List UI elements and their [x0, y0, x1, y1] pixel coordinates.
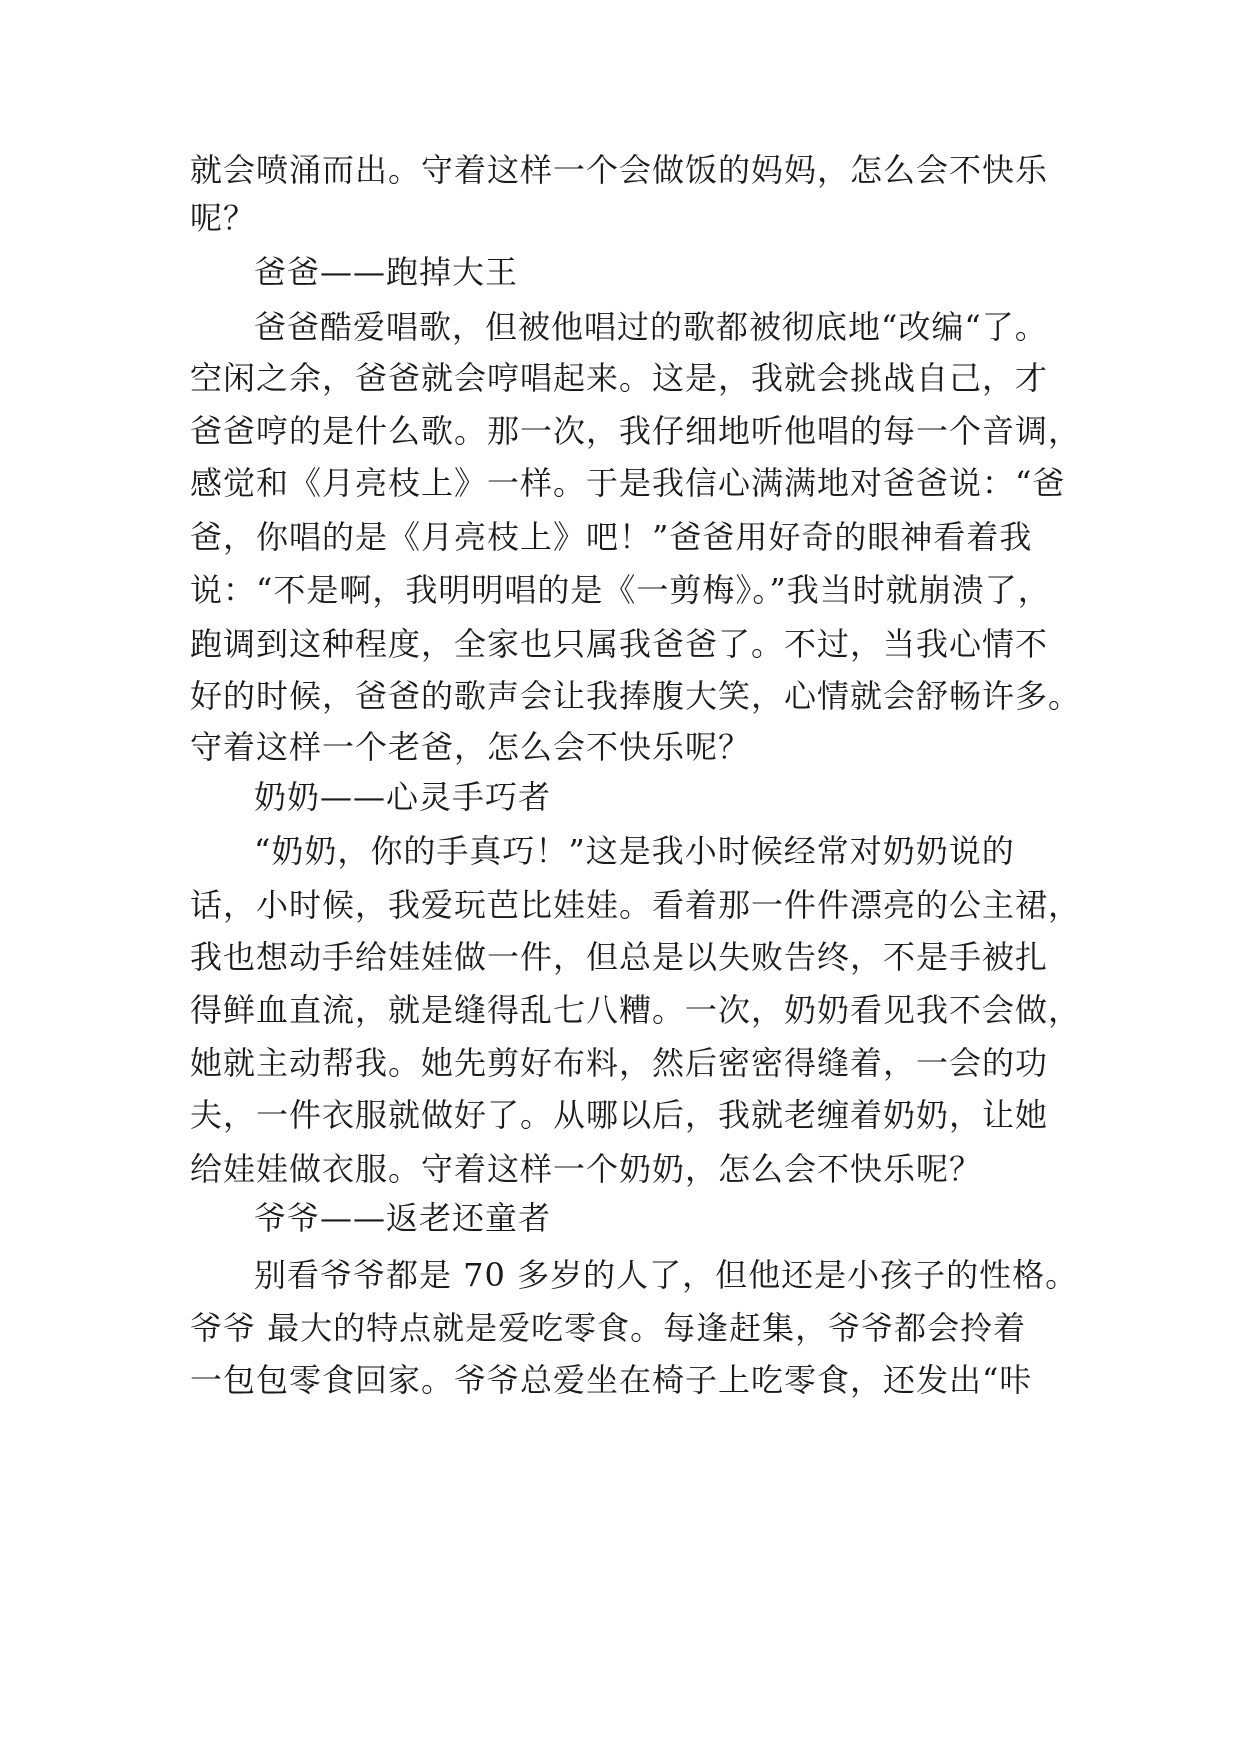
text-line: 就会喷涌而出。守着这样一个会做饭的妈妈，怎么会不快乐 [190, 151, 1049, 189]
text-line: 跑调到这种程度，全家也只属我爸爸了。不过，当我心情不 [190, 625, 1049, 663]
text-line: 话，小时候，我爱玩芭比娃娃。看着那一件件漂亮的公主裙， [190, 886, 1082, 924]
section-heading-grandfather: 爷爷——返老还童者 [254, 1199, 552, 1237]
text-line: 感觉和《月亮枝上》一样。于是我信心满满地对爸爸说：“爸 [190, 464, 1066, 502]
text-line: 给娃娃做衣服。守着这样一个奶奶，怎么会不快乐呢？ [190, 1150, 983, 1188]
text-line: 空闲之余，爸爸就会哼唱起来。这是，我就会挑战自己，才 [190, 359, 1049, 397]
text-line: 呢？ [190, 199, 257, 237]
text-line: 说：“不是啊，我明明唱的是《一剪梅》。”我当时就崩溃了， [190, 571, 1051, 609]
text-line: 一包包零食回家。爷爷总爱坐在椅子上吃零食，还发出“咔 [190, 1361, 1033, 1399]
section-heading-father: 爸爸——跑掉大王 [254, 253, 519, 291]
text-line: 好的时候，爸爸的歌声会让我捧腹大笑，心情就会舒畅许多。 [190, 677, 1082, 715]
text-line: “奶奶，你的手真巧！”这是我小时候经常对奶奶说的 [254, 832, 1015, 870]
text-line: 爸，你唱的是《月亮枝上》吧！”爸爸用好奇的眼神看着我 [190, 518, 1033, 556]
text-line: 我也想动手给娃娃做一件，但总是以失败告终，不是手被扎 [190, 938, 1049, 976]
section-heading-grandmother: 奶奶——心灵手巧者 [254, 778, 552, 816]
text-line: 别看爷爷都是 70 多岁的人了，但他还是小孩子的性格。 [254, 1256, 1079, 1294]
text-line: 爸爸哼的是什么歌。那一次，我仔细地听他唱的每一个音调， [190, 412, 1082, 450]
text-line: 她就主动帮我。她先剪好布料，然后密密得缝着，一会的功 [190, 1044, 1049, 1082]
text-line: 爷爷 最大的特点就是爱吃零食。每逢赶集，爷爷都会拎着 [190, 1309, 1027, 1347]
text-line: 爸爸酷爱唱歌，但被他唱过的歌都被彻底地“改编“了。 [254, 308, 1048, 346]
text-line: 守着这样一个老爸，怎么会不快乐呢？ [190, 728, 752, 766]
text-line: 夫，一件衣服就做好了。从哪以后，我就老缠着奶奶，让她 [190, 1096, 1049, 1134]
text-line: 得鲜血直流，就是缝得乱七八糟。一次，奶奶看见我不会做， [190, 991, 1082, 1029]
